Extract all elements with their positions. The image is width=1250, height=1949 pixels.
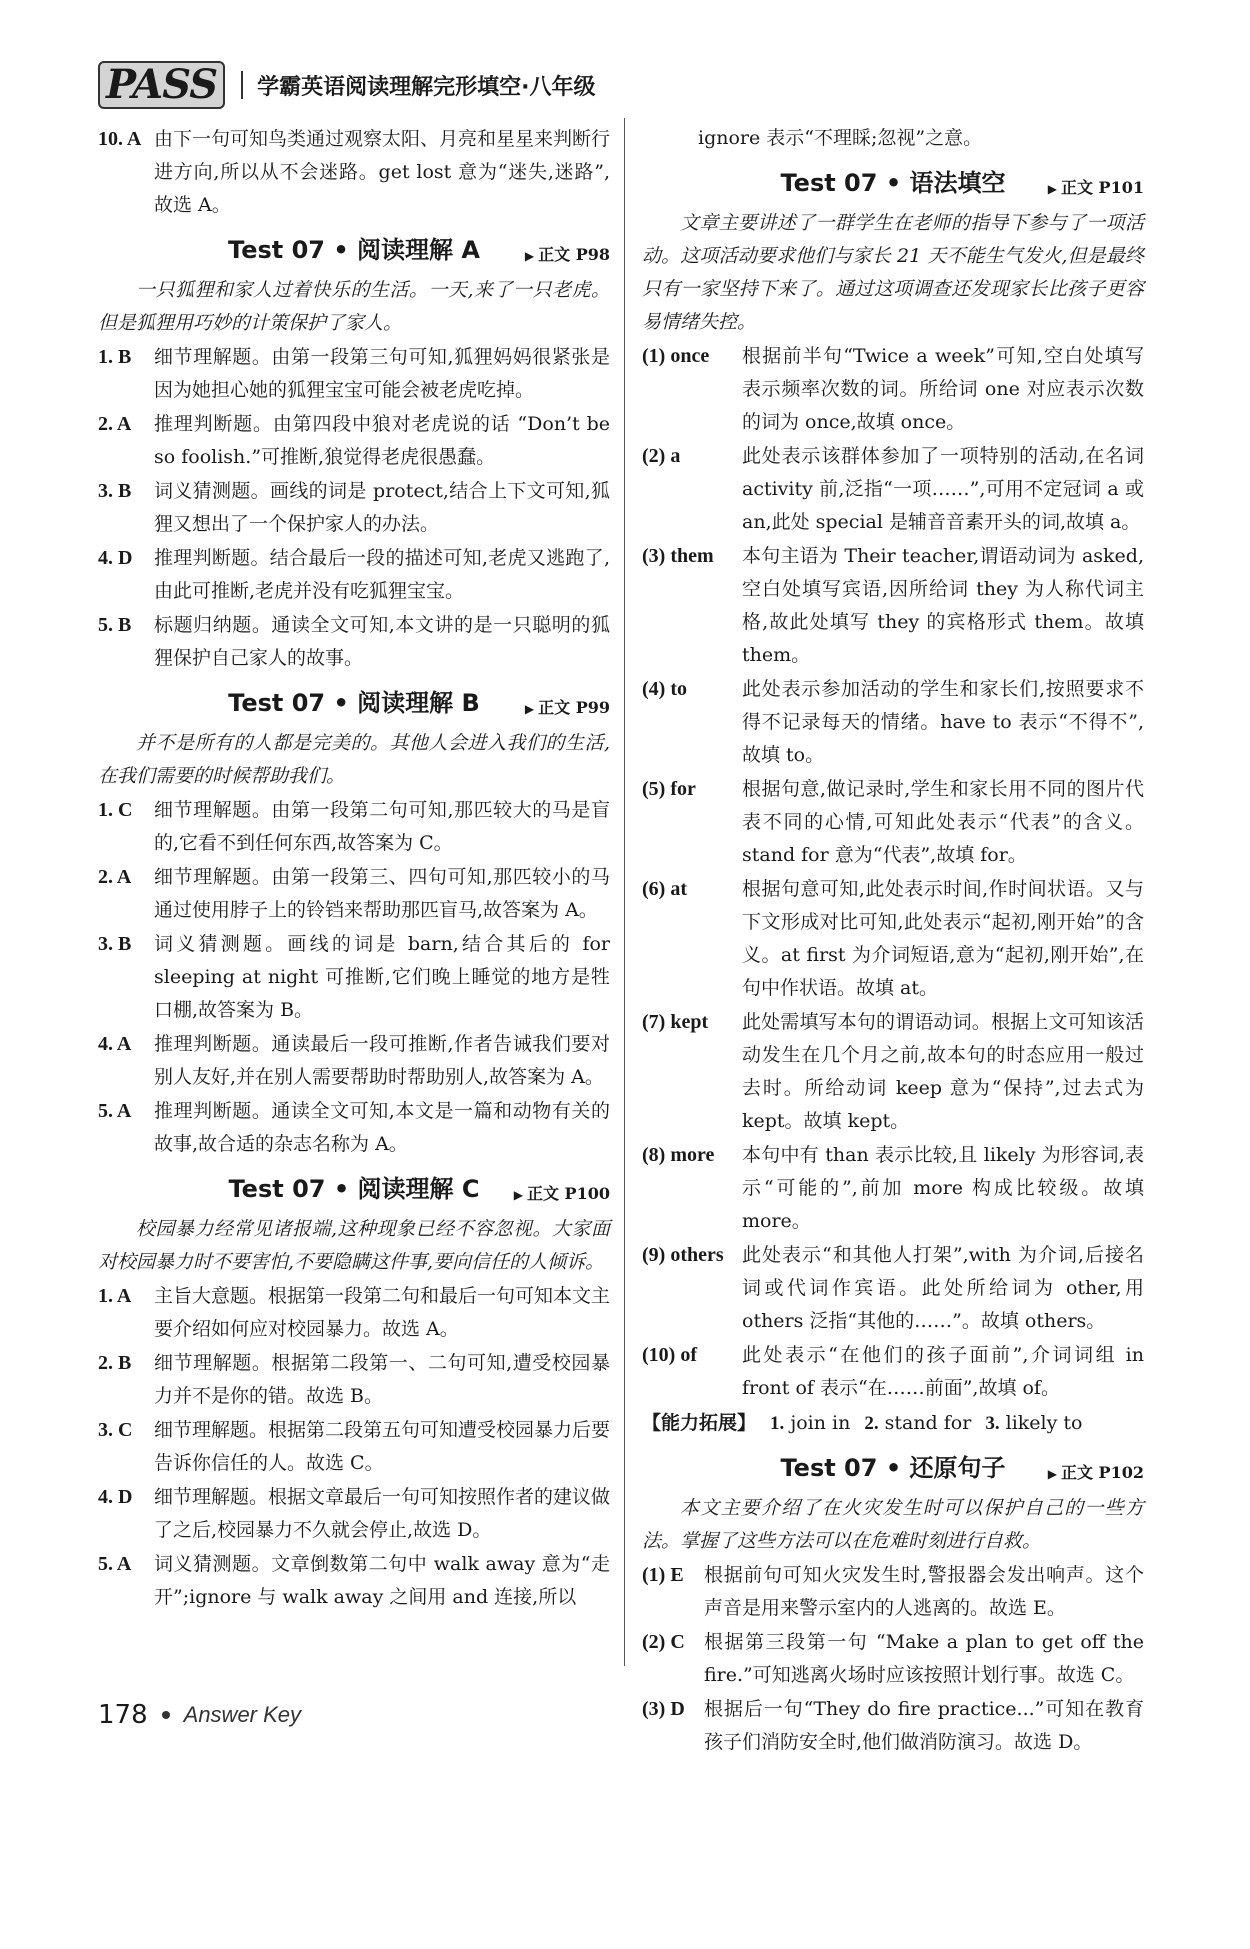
- answer-number: (4) to: [642, 678, 687, 700]
- expansion-label: 【能力拓展】: [642, 1412, 757, 1434]
- section-heading-reading-a: [98, 226, 610, 274]
- answer-item: [642, 1139, 1144, 1238]
- answer-number: (1) once: [642, 345, 710, 367]
- answer-text: 细节理解题。由第一段第三、四句可知,那匹较小的马通过使用脖子上的铃铛来帮助那匹盲马,故答案为 A。: [154, 866, 610, 921]
- answer-number: 5. B: [98, 614, 132, 636]
- section-summary: 并不是所有的人都是完美的。其他人会进入我们的生活,在我们需要的时候帮助我们。: [98, 732, 610, 787]
- left-column: [98, 122, 610, 1614]
- answer-item: [642, 1339, 1144, 1405]
- expansion-number: 2.: [864, 1413, 879, 1434]
- answer-item: [642, 773, 1144, 872]
- section-title: Test 07 • 阅读理解 A: [228, 235, 480, 264]
- page-reference-text: 正文 P102: [1060, 1463, 1144, 1482]
- page-reference: [525, 691, 610, 726]
- answer-number: (3) D: [642, 1698, 685, 1720]
- book-title: 学霸英语阅读理解完形填空·八年级: [257, 74, 596, 100]
- expansion-text: stand for: [884, 1412, 972, 1434]
- answer-item: [98, 1548, 610, 1614]
- answer-number: 4. D: [98, 547, 133, 569]
- section-heading-reading-b: [98, 679, 610, 727]
- page-reference-text: 正文 P99: [538, 698, 610, 717]
- expansion-number: 1.: [770, 1413, 785, 1434]
- answer-text: 根据前半句“Twice a week”可知,空白处填写表示频率次数的词。所给词 one 对应表示次数的词为 once,故填 once。: [742, 345, 1144, 433]
- page-reference: [1048, 1456, 1144, 1491]
- bullet-dot-icon: [162, 1711, 170, 1719]
- section-title: Test 07 • 还原句子: [780, 1453, 1006, 1482]
- answer-number: 3. C: [98, 1419, 133, 1441]
- answer-item: [98, 1414, 610, 1480]
- answer-item: [642, 673, 1144, 772]
- answer-item: [98, 475, 610, 541]
- answer-text: 根据前句可知火灾发生时,警报器会发出响声。这个声音是用来警示室内的人逃离的。故选 E。: [704, 1564, 1144, 1619]
- answer-number: 3. B: [98, 480, 132, 502]
- answer-text: 推理判断题。通读最后一段可推断,作者告诫我们要对别人友好,并在别人需要帮助时帮助别人,故答案为 A。: [154, 1033, 610, 1088]
- answer-item: [98, 1028, 610, 1094]
- expansion-item: [770, 1407, 850, 1440]
- answer-text: 推理判断题。结合最后一段的描述可知,老虎又逃跑了,由此可推断,老虎并没有吃狐狸宝宝。: [154, 547, 610, 602]
- section-summary: 一只狐狸和家人过着快乐的生活。一天,来了一只老虎。但是狐狸用巧妙的计策保护了家人。: [98, 279, 610, 334]
- answer-number: 10. A: [98, 128, 142, 150]
- answer-item: [98, 1347, 610, 1413]
- answer-item: [98, 861, 610, 927]
- answer-text: 主旨大意题。根据第一段第二句和最后一句可知本文主要介绍如何应对校园暴力。故选 A。: [154, 1285, 611, 1340]
- answer-text: 词义猜测题。画线的词是 protect,结合上下文可知,狐狸又想出了一个保护家人的办法。: [154, 480, 610, 535]
- answer-number: 2. A: [98, 866, 132, 888]
- answer-text: 细节理解题。根据第二段第一、二句可知,遭受校园暴力并不是你的错。故选 B。: [154, 1352, 610, 1407]
- answer-text: 本句主语为 Their teacher,谓语动词为 asked,空白处填写宾语,因所给词 they 为人称代词主格,故此处填写 they 的宾格形式 them。故填 them。: [742, 545, 1144, 666]
- answer-number: (8) more: [642, 1144, 715, 1166]
- answer-number: (3) them: [642, 545, 714, 567]
- answer-number: (2) C: [642, 1631, 685, 1653]
- answer-item: [98, 1095, 610, 1161]
- page-reference-text: 正文 P100: [526, 1184, 610, 1203]
- section-title: Test 07 • 阅读理解 C: [228, 1174, 480, 1203]
- section-heading-grammar: [642, 159, 1144, 207]
- triangle-right-icon: ▶: [1047, 182, 1057, 196]
- continued-text: ignore 表示“不理睬;忽视”之意。: [698, 127, 983, 149]
- answer-text: 由下一句可知鸟类通过观察太阳、月亮和星星来判断行进方向,所以从不会迷路。get lost 意为“迷失,迷路”,故选 A。: [154, 128, 611, 216]
- answer-text: 根据句意,做记录时,学生和家长用不同的图片代表不同的心情,可知此处表示“代表”的含义。stand for 意为“代表”,故填 for。: [742, 778, 1144, 866]
- answer-number: 3. B: [98, 933, 132, 955]
- answer-item: [642, 1006, 1144, 1138]
- page-header: [98, 62, 595, 108]
- answer-text: 根据句意可知,此处表示时间,作时间状语。又与下文形成对比可知,此处表示“起初,刚开始”的含义。at first 为介词短语,意为“起初,刚开始”,在句中作状语。故填 at。: [742, 878, 1144, 999]
- answer-number: 4. A: [98, 1033, 132, 1055]
- answer-number: (10) of: [642, 1344, 697, 1366]
- answer-number: (2) a: [642, 445, 681, 467]
- answer-item: [98, 609, 610, 675]
- answer-text: 此处表示“在他们的孩子面前”,介词词组 in front of 表示“在……前面”,故填 of。: [742, 1344, 1144, 1399]
- answer-item: [642, 1559, 1144, 1625]
- answer-item: [642, 340, 1144, 439]
- triangle-right-icon: ▶: [524, 702, 535, 716]
- answer-number: 1. C: [98, 799, 133, 821]
- page-footer: [98, 1700, 301, 1730]
- answer-text: 此处表示参加活动的学生和家长们,按照要求不得不记录每天的情绪。have to 表示“不得不”,故填 to。: [742, 678, 1144, 766]
- answer-item: [642, 1239, 1144, 1338]
- answer-text: 细节理解题。根据文章最后一句可知按照作者的建议做了之后,校园暴力不久就会停止,故选 D。: [154, 1486, 611, 1541]
- answer-text: 标题归纳题。通读全文可知,本文讲的是一只聪明的狐狸保护自己家人的故事。: [154, 614, 610, 669]
- answer-number: (7) kept: [642, 1011, 709, 1033]
- ability-expansion: [642, 1407, 1144, 1440]
- page-reference: [525, 238, 610, 273]
- answer-text: 词义猜测题。文章倒数第二句中 walk away 意为“走开”;ignore 与 walk away 之间用 and 连接,所以: [154, 1553, 610, 1608]
- page-number: 178: [98, 1700, 148, 1730]
- answer-text: 推理判断题。通读全文可知,本文是一篇和动物有关的故事,故合适的杂志名称为 A。: [154, 1100, 610, 1155]
- answer-item: [98, 794, 610, 860]
- answer-text: 根据后一句“They do fire practice...”可知在教育孩子们消防安全时,他们做消防演习。故选 D。: [704, 1698, 1144, 1753]
- answer-number: 1. A: [98, 1285, 132, 1307]
- footer-label: Answer Key: [183, 1702, 302, 1727]
- answer-text: 根据第三段第一句 “Make a plan to get off the fire.”可知逃离火场时应该按照计划行事。故选 C。: [704, 1631, 1144, 1686]
- answer-item: [642, 440, 1144, 539]
- answer-number: 1. B: [98, 346, 132, 368]
- answer-text: 此处表示该群体参加了一项特别的活动,在名词 activity 前,泛指“一项……”,可用不定冠词 a 或 an,此处 special 是辅音音素开头的词,故填 a。: [742, 445, 1144, 533]
- expansion-item: [985, 1407, 1082, 1440]
- right-column: [642, 122, 1144, 1759]
- answer-item: [642, 540, 1144, 672]
- answer-text: 推理判断题。由第四段中狼对老虎说的话 “Don’t be so foolish.”可推断,狼觉得老虎很愚蠢。: [154, 413, 610, 468]
- page-reference-text: 正文 P101: [1060, 178, 1144, 197]
- section-summary: 本文主要介绍了在火灾发生时可以保护自己的一些方法。掌握了这些方法可以在危难时刻进行自救。: [642, 1497, 1144, 1552]
- answer-number: 5. A: [98, 1553, 132, 1575]
- section-heading-restore: [642, 1444, 1144, 1492]
- answer-number: (9) others: [642, 1244, 724, 1266]
- answer-number: 2. B: [98, 1352, 132, 1374]
- answer-number: (5) for: [642, 778, 696, 800]
- answer-item: [98, 542, 610, 608]
- answer-number: (6) at: [642, 878, 687, 900]
- triangle-right-icon: ▶: [1047, 1467, 1057, 1481]
- expansion-item: [864, 1407, 971, 1440]
- answer-item: [642, 873, 1144, 1005]
- answer-text: 细节理解题。由第一段第二句可知,那匹较大的马是盲的,它看不到任何东西,故答案为 C。: [154, 799, 610, 854]
- answer-item: [98, 123, 610, 222]
- answer-item: [642, 1693, 1144, 1759]
- answer-item: [98, 408, 610, 474]
- answer-number: (1) E: [642, 1564, 684, 1586]
- answer-item: [98, 1280, 610, 1346]
- answer-number: 2. A: [98, 413, 132, 435]
- answer-text: 此处表示“和其他人打架”,with 为介词,后接名词或代词作宾语。此处所给词为 other,用 others 泛指“其他的……”。故填 others。: [742, 1244, 1144, 1332]
- section-title: Test 07 • 语法填空: [780, 168, 1006, 197]
- header-separator: [241, 71, 243, 99]
- triangle-right-icon: ▶: [513, 1188, 523, 1202]
- page-reference-text: 正文 P98: [538, 245, 610, 264]
- answer-text: 此处需填写本句的谓语动词。根据上文可知该活动发生在几个月之前,故本句的时态应用一般过去时。所给动词 keep 意为“保持”,过去式为 kept。故填 kept。: [742, 1011, 1144, 1132]
- expansion-text: join in: [790, 1412, 851, 1434]
- answer-text: 细节理解题。由第一段第三句可知,狐狸妈妈很紧张是因为她担心她的狐狸宝宝可能会被老虎吃掉。: [154, 346, 610, 401]
- expansion-number: 3.: [985, 1413, 1000, 1434]
- answer-number: 4. D: [98, 1486, 133, 1508]
- expansion-text: likely to: [1005, 1412, 1083, 1434]
- answer-item: [642, 1626, 1144, 1692]
- column-divider: [624, 118, 625, 1666]
- section-heading-reading-c: [98, 1165, 610, 1213]
- pass-logo: PASS: [98, 61, 225, 109]
- answer-text: 细节理解题。根据第二段第五句可知遭受校园暴力后要告诉你信任的人。故选 C。: [154, 1419, 611, 1474]
- page-reference: [1048, 171, 1144, 206]
- page-reference: [514, 1177, 610, 1212]
- section-summary: 文章主要讲述了一群学生在老师的指导下参与了一项活动。这项活动要求他们与家长 21 天不能生气发火,但是最终只有一家坚持下来了。通过这项调查还发现家长比孩子更容易情绪失控。: [642, 212, 1144, 333]
- answer-item: [98, 341, 610, 407]
- triangle-right-icon: ▶: [524, 249, 535, 263]
- section-summary: 校园暴力经常见诸报端,这种现象已经不容忽视。大家面对校园暴力时不要害怕,不要隐瞒这件事,要向信任的人倾诉。: [98, 1218, 610, 1273]
- section-title: Test 07 • 阅读理解 B: [228, 688, 480, 717]
- answer-number: 5. A: [98, 1100, 132, 1122]
- answer-text: 词义猜测题。画线的词是 barn,结合其后的 for sleeping at night 可推断,它们晚上睡觉的地方是牲口棚,故答案为 B。: [154, 933, 610, 1021]
- answer-text: 本句中有 than 表示比较,且 likely 为形容词,表示“可能的”,前加 more 构成比较级。故填 more。: [742, 1144, 1144, 1232]
- answer-item: [98, 1481, 610, 1547]
- answer-item: [98, 928, 610, 1027]
